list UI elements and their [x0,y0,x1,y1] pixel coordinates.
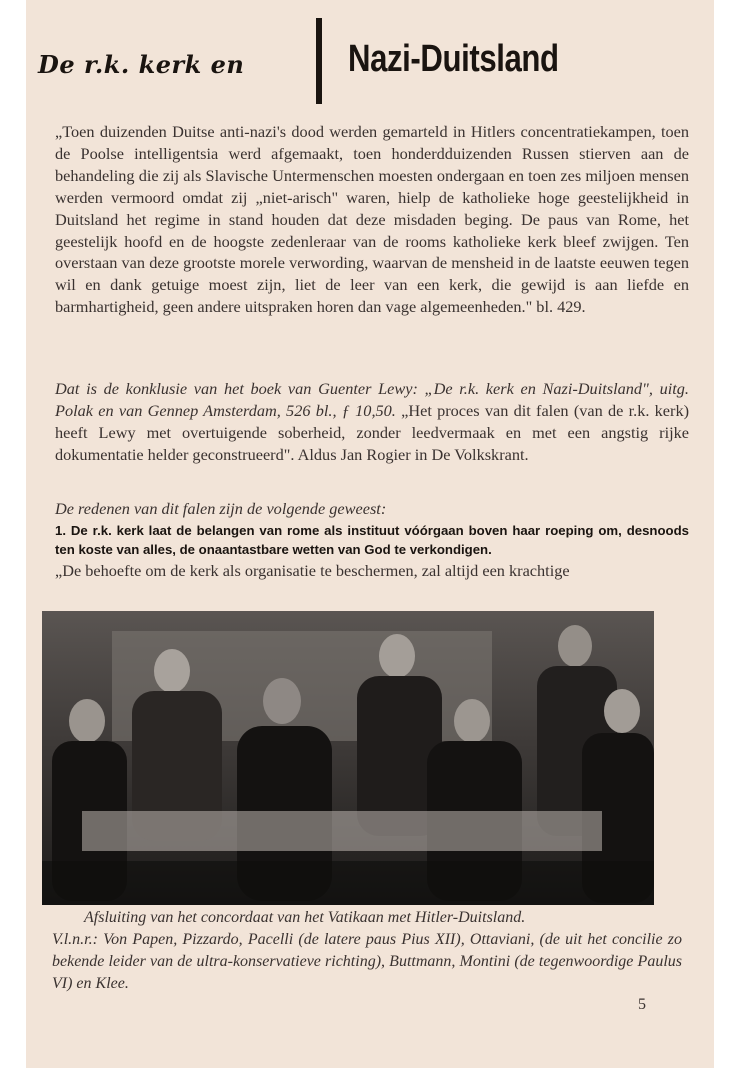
title-left: De r.k. kerk en [38,50,245,79]
quote-paragraph [55,121,689,318]
title-right: Nazi-Duitsland [348,38,559,80]
conclusion-italic: Dat is de konklusie van het boek van Guenter Lewy: „De r.k. kerk en Nazi-Duitsland", uitg. Polak en van Gennep Amsterdam, 526 bl., ƒ 10,50. [55,379,689,420]
conclusion-roman: „Het proces van dit falen (van de r.k. kerk) heeft Lewy met overtuigende soberheid, zonder leedvermaak en met een angstig rijke dokumentatie helder geconstrueerd". Aldus Jan Rogier in De Volkskrant. [55,400,690,464]
reasons-section [55,498,689,582]
reason-1: 1. De r.k. kerk laat de belangen van rome als instituut vóórgaan boven haar roeping om, desnoods ten koste van alles, de onaantastbare wetten van God te verkondigen. [55,522,689,557]
page-number: 5 [638,996,646,1013]
photo-image [42,611,654,905]
quote-text: „Toen duizenden Duitse anti-nazi's dood werden gemarteld in Hitlers concentratiekampen, toen de Poolse intelligentsia werd afgemaakt, toen honderdduizenden Russen stierven aan de behandeling die zij als Slavische Untermenschen moesten ondergaan en toen zes miljoen mensen werden vermoord omdat zij „niet-arisch" waren, hielp de katholieke hoge geestelijkheid in Duitsland het regime in stand houden dat deze misdaden beging. De paus van Rome, het geestelijk hoofd en de hoogste zedenleraar van de rooms katholieke kerk bleef zwijgen. Ten overstaan van deze grootste morele verwording, waarvan de mensheid in de laatste eeuwen tegen wil en dank getuige moest zijn, liet de leer van een kerk, die gewijd is aan liefde en barmhartigheid, geen andere uitspraken horen dan vage algemeenheden." bl. 429. [55,122,689,317]
title-divider [316,18,322,104]
caption-line-2: V.l.n.r.: Von Papen, Pizzardo, Pacelli (de latere paus Pius XII), Ottaviani, (de uit het concilie zo bekende leider van de ultra-konservatieve richting), Buttmann, Montini (de tegenwoordige Paulus VI) en Klee. [52,931,682,992]
concordat-photo [42,611,654,905]
conclusion-paragraph [55,378,689,466]
caption-line-1: Afsluiting van het concordaat van het Vatikaan met Hitler-Duitsland. [84,909,526,926]
reasons-intro: De redenen van dit falen zijn de volgende geweest: [55,499,387,518]
continuation-text: „De behoefte om de kerk als organisatie te beschermen, zal altijd een krachtige [55,560,570,580]
photo-caption [52,907,682,995]
